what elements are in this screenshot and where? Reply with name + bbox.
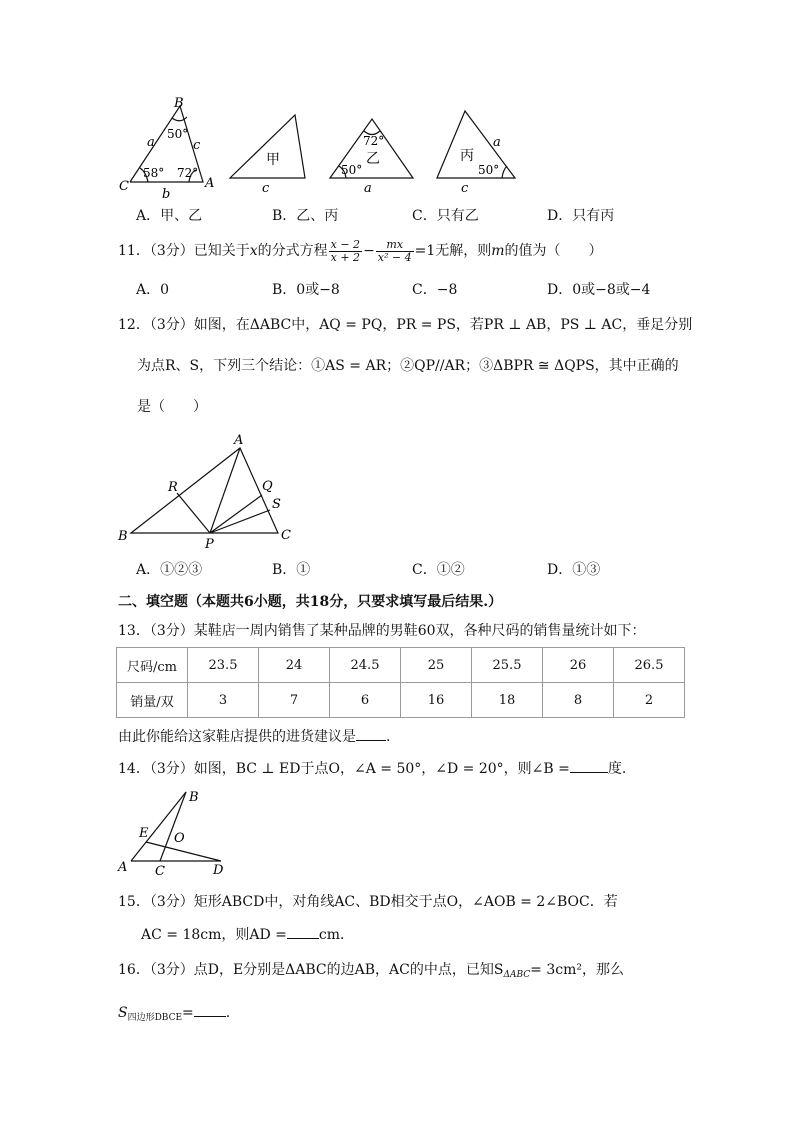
q15-line-2-end: cm． <box>318 927 355 943</box>
q13-count-cell: 8 <box>543 683 614 718</box>
q11-var-x: x <box>249 243 258 259</box>
q12-figure <box>0 428 794 548</box>
q10-option-d[interactable]: D．只有丙 <box>547 208 615 224</box>
q13-count-cell: 18 <box>472 683 543 718</box>
q10-bing-side-c: c <box>461 181 469 196</box>
q16-line-1-end: = 3cm²，那么 <box>530 962 624 978</box>
q11-eq-rest: =1无解，则 <box>414 243 492 259</box>
q12-option-b[interactable]: B．① <box>272 562 311 578</box>
q14-label-c: C <box>155 864 165 875</box>
q13-count-cell: 6 <box>330 683 401 718</box>
q15-line-2 <box>141 924 354 944</box>
q14-stem <box>118 758 626 778</box>
table-row <box>117 683 685 718</box>
q10-vertex-b: B <box>174 96 184 111</box>
q16-line-1 <box>118 961 624 984</box>
q13-size-cell: 25.5 <box>472 648 543 683</box>
q14-stem-text: 14．（3分）如图，BC ⊥ ED于点O，∠A = 50°，∠D = 20°，则∠B = <box>118 761 570 777</box>
q12-option-d[interactable]: D．①③ <box>547 562 601 578</box>
q12-line-2: 为点R、S，下列三个结论：①AS = AR；②QP//AR；③ΔBPR ≅ ΔQPS，其中正确的 <box>137 358 679 374</box>
q10-yi-side: a <box>364 181 372 196</box>
q14-stem-end: 度. <box>607 761 627 777</box>
q11-frac1-denominator: x + 2 <box>330 250 361 264</box>
q15-answer-blank[interactable] <box>287 924 319 939</box>
q13-size-cell: 23.5 <box>188 648 259 683</box>
q16-line-1-text: 16．（3分）点D，E分别是ΔABC的边AB，AC的中点，已知S <box>118 962 504 978</box>
q11-minus: − <box>363 243 375 259</box>
q11-frac2-numerator: mx <box>376 239 414 252</box>
q13-stem: 13．（3分）某鞋店一周内销售了某种品牌的男鞋60双，各种尺码的销售量统计如下： <box>118 623 646 639</box>
q10-side-b: b <box>162 187 171 202</box>
q11-fraction-2 <box>376 239 414 264</box>
q13-answer-blank[interactable] <box>356 726 386 741</box>
q13-question-text: 由此你能给这家鞋店提供的进货建议是 <box>118 729 356 745</box>
q10-angle-a: 72° <box>177 166 199 180</box>
q11-option-c[interactable]: C．−8 <box>412 282 458 298</box>
q13-question: 由此你能给这家鞋店提供的进货建议是 . <box>118 726 390 746</box>
q16-line-2: $S_{四边形DBCE}=$ . <box>118 1002 230 1027</box>
q11-stem-end: 的值为（ ） <box>504 243 603 259</box>
q14-figure <box>0 785 794 875</box>
q13-size-cell: 26 <box>543 648 614 683</box>
q10-label-jia: 甲 <box>266 152 280 168</box>
q10-bing-side-a: a <box>493 135 501 150</box>
q13-size-cell: 26.5 <box>614 648 685 683</box>
q13-count-cell: 16 <box>401 683 472 718</box>
q12-label-b: B <box>118 529 128 544</box>
q10-label-yi: 乙 <box>366 151 380 167</box>
table-row <box>117 648 685 683</box>
q12-label-c: C <box>281 528 291 543</box>
q16-line-2-sub: 四边形DBCE <box>127 1013 183 1023</box>
q12-label-a: A <box>234 433 244 448</box>
section-2-title: 二、填空题（本题共6小题，共18分，只要求填写最后结果.） <box>118 594 503 610</box>
q10-option-a[interactable]: A．甲、乙 <box>136 208 203 224</box>
q13-size-cell: 25 <box>401 648 472 683</box>
q14-label-e: E <box>139 826 149 841</box>
q13-count-cell: 3 <box>188 683 259 718</box>
q10-angle-c: 58° <box>143 166 165 180</box>
q12-option-a[interactable]: A．①②③ <box>136 562 203 578</box>
q11-var-m: m <box>491 243 505 259</box>
q14-label-a: A <box>118 860 128 875</box>
q10-yi-angle-left: 50° <box>341 163 363 177</box>
q12-line-3: 是（ ） <box>137 399 207 415</box>
q13-size-cell: 24 <box>259 648 330 683</box>
q11-frac2-denominator: x² − 4 <box>377 250 412 264</box>
q10-angle-b: 50° <box>167 127 189 141</box>
q10-option-b[interactable]: B．乙、丙 <box>272 208 339 224</box>
q14-answer-blank[interactable] <box>570 758 608 773</box>
q12-label-p: P <box>205 537 214 548</box>
q11-stem-prefix: 11．（3分）已知关于 <box>118 243 250 259</box>
q10-bing-angle: 50° <box>478 163 500 177</box>
q13-size-cell: 24.5 <box>330 648 401 683</box>
q15-line-2-text: AC = 18cm，则AD = <box>141 927 287 943</box>
q12-label-s: S <box>272 497 281 512</box>
q11-option-d[interactable]: D．0或−8或−4 <box>547 282 651 298</box>
q10-side-a: a <box>147 135 155 150</box>
q11-stem <box>118 234 603 268</box>
q16-line-1-sub: ΔABC <box>503 970 531 980</box>
q10-option-c[interactable]: C．只有乙 <box>412 208 479 224</box>
q13-count-cell: 2 <box>614 683 685 718</box>
q13-row1-header: 尺码/cm <box>117 648 188 683</box>
q13-size-table <box>116 647 685 718</box>
q14-label-d: D <box>213 863 224 875</box>
q13-row2-header: 销量/双 <box>117 683 188 718</box>
q14-label-o: O <box>174 831 185 846</box>
q12-option-c[interactable]: C．①② <box>412 562 465 578</box>
q11-fraction-1 <box>329 239 362 264</box>
q11-stem-mid: 的分式方程 <box>257 243 328 259</box>
q15-line-1: 15．（3分）矩形ABCD中，对角线AC、BD相交于点O，∠AOB = 2∠BOC．若 <box>118 894 618 910</box>
q12-line-1: 12．（3分）如图，在ΔABC中，AQ = PQ，PR = PS，若PR ⊥ AB，PS ⊥ AC，垂足分别 <box>118 317 693 333</box>
q11-option-b[interactable]: B．0或−8 <box>272 282 340 298</box>
q13-count-cell: 7 <box>259 683 330 718</box>
q11-frac1-numerator: x − 2 <box>330 237 361 251</box>
q12-label-q: Q <box>262 479 273 494</box>
q16-line-2-end: = <box>182 1005 194 1021</box>
q14-label-b: B <box>189 790 199 805</box>
q10-triangle-bing <box>437 111 515 178</box>
q11-option-a[interactable]: A．0 <box>136 282 170 298</box>
q16-line-2-s: S <box>118 1005 128 1021</box>
q10-vertex-a: A <box>205 176 215 191</box>
q12-label-r: R <box>168 480 178 495</box>
q10-jia-side: c <box>262 181 270 196</box>
q10-label-bing: 丙 <box>460 148 474 164</box>
q10-side-c: c <box>193 138 201 153</box>
q10-vertex-c: C <box>119 179 129 194</box>
q16-answer-blank[interactable] <box>194 1002 226 1017</box>
q10-triangle-jia <box>230 115 305 178</box>
q10-yi-angle-top: 72° <box>363 134 385 148</box>
